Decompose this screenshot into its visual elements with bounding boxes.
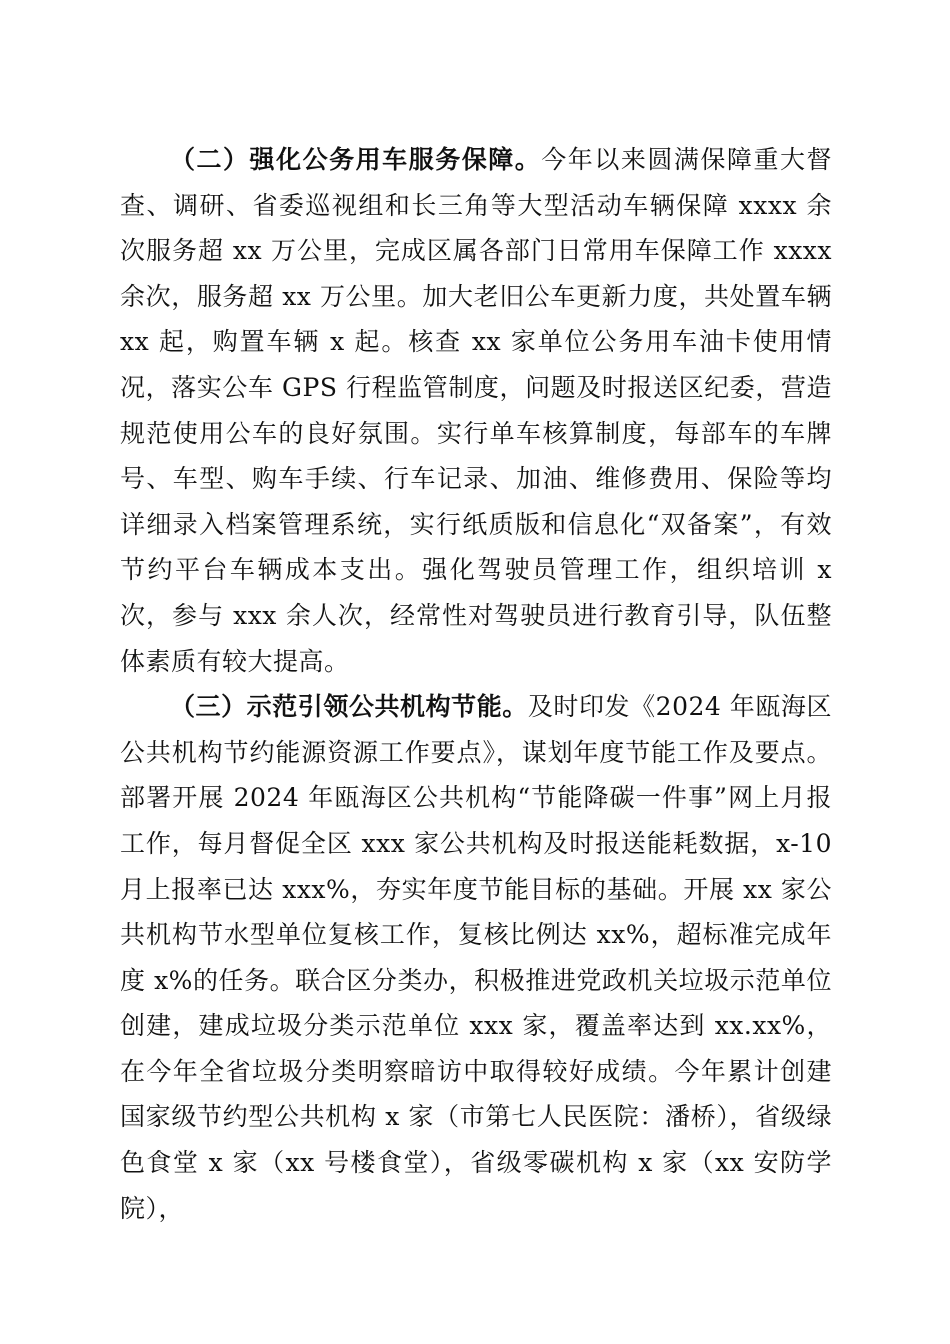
paragraph-body-three: 及时印发《2024 年瓯海区公共机构节约能源资源工作要点》，谋划年度节能工作及要点。部署开展 2024 年瓯海区公共机构“节能降碳一件事”网上月报工作，每月督促全区 xxx 家公共机构及时报送能耗数据，x-10 月上报率已达 xxx%，夯实年度节能目标的基础。开展 xx 家公共机构节水型单位复核工作，复核比例达 xx%，超标准完成年度 x%的任务。联合区分类办，积极推进党政机关垃圾示范单位创建，建成垃圾分类示范单位 xxx 家，覆盖率达到 xx.xx%，在今年全省垃圾分类明察暗访中取得较好成绩。今年累计创建国家级节约型公共机构 x 家（市第七人民医院：潘桥），省级绿色食堂 x 家（xx 号楼食堂），省级零碳机构 x 家（xx 安防学院）， bbox=[120, 692, 832, 1223]
section-heading-two: （二）强化公务用车服务保障。 bbox=[170, 145, 542, 174]
paragraph-energy-saving bbox=[120, 684, 832, 1231]
paragraph-official-vehicle bbox=[120, 137, 832, 684]
paragraph-body-two: 今年以来圆满保障重大督查、调研、省委巡视组和长三角等大型活动车辆保障 xxxx 余次服务超 xx 万公里，完成区属各部门日常用车保障工作 xxxx 余次，服务超 xx 万公里。加大老旧公车更新力度，共处置车辆 xx 起，购置车辆 x 起。核查 xx 家单位公务用车油卡使用情况，落实公车 GPS 行程监管制度，问题及时报送区纪委，营造规范使用公车的良好氛围。实行单车核算制度，每部车的车牌号、车型、购车手续、行车记录、加油、维修费用、保险等均详细录入档案管理系统，实行纸质版和信息化“双备案”，有效节约平台车辆成本支出。强化驾驶员管理工作，组织培训 x 次，参与 xxx 余人次，经常性对驾驶员进行教育引导，队伍整体素质有较大提高。 bbox=[120, 145, 832, 676]
document-page bbox=[120, 137, 832, 1231]
section-heading-three: （三）示范引领公共机构节能。 bbox=[170, 692, 528, 722]
